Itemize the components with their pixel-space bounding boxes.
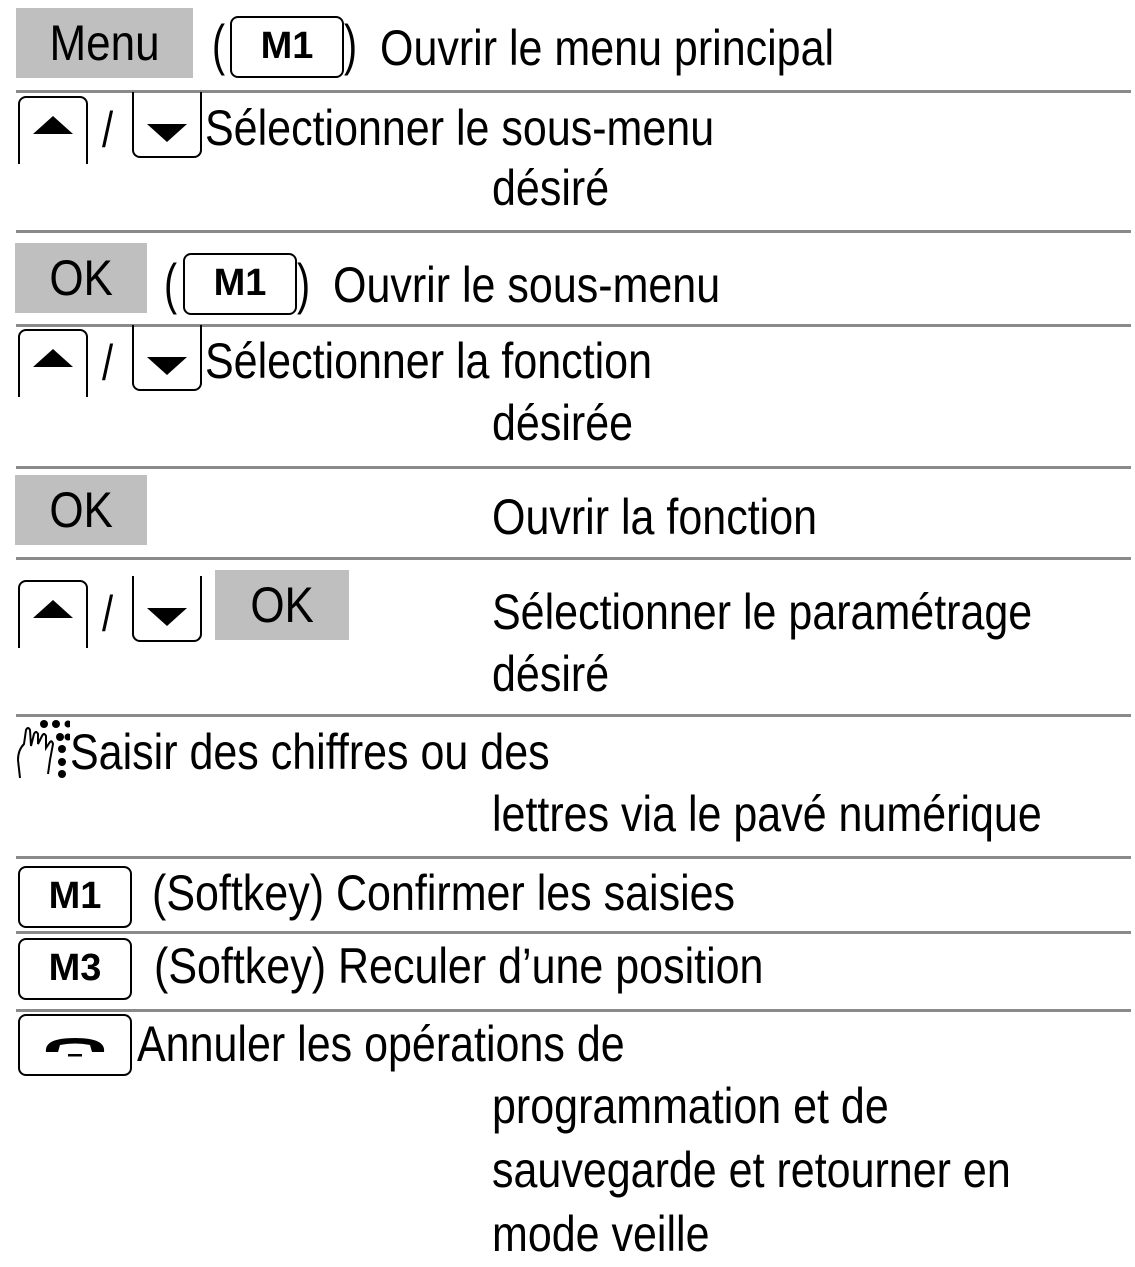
row-confirm-softkey	[0, 857, 1135, 932]
separator: /	[102, 335, 114, 391]
paren-close: )	[297, 252, 311, 315]
row-text: Ouvrir le menu principal	[380, 20, 835, 76]
paren-close: )	[344, 13, 358, 76]
m1-softkey[interactable]: M1	[18, 866, 132, 928]
m3-softkey[interactable]: M3	[18, 938, 132, 1000]
row-text: Ouvrir la fonction	[492, 489, 818, 545]
ok-key-label: OK	[49, 482, 113, 538]
row-select-submenu	[0, 92, 1135, 231]
up-arrow-key[interactable]	[18, 329, 88, 397]
up-arrow-icon	[33, 116, 73, 134]
paren-open: (	[212, 13, 226, 76]
ok-key[interactable]	[15, 475, 147, 545]
row-select-function	[0, 325, 1135, 467]
row-text-line4: mode veille	[492, 1206, 710, 1262]
up-arrow-icon	[33, 349, 73, 367]
row-open-submenu	[0, 231, 1135, 325]
m1-softkey[interactable]: M1	[230, 16, 344, 78]
paren-open: (	[164, 252, 178, 315]
down-arrow-key[interactable]	[132, 325, 202, 391]
menu-key-label: Menu	[49, 15, 160, 71]
row-text: (Softkey) Confirmer les saisies	[152, 865, 736, 921]
row-text-line2: lettres via le pavé numérique	[492, 786, 1042, 842]
keypad-hand-icon	[16, 720, 70, 784]
row-text-line2: programmation et de	[492, 1078, 889, 1134]
row-text-line1: Sélectionner le sous-menu	[205, 100, 715, 156]
row-keypad-input	[0, 716, 1135, 857]
row-select-setting	[0, 558, 1135, 716]
down-arrow-key[interactable]	[132, 92, 202, 158]
row-cancel	[0, 1010, 1135, 1267]
up-arrow-key[interactable]	[18, 580, 88, 648]
menu-key[interactable]	[16, 8, 193, 78]
row-text: (Softkey) Reculer d’une position	[154, 938, 764, 994]
down-arrow-icon	[147, 357, 187, 375]
row-text-line2: désiré	[492, 646, 610, 702]
row-open-function	[0, 467, 1135, 558]
row-open-main-menu	[0, 0, 1135, 92]
row-text: Ouvrir le sous-menu	[333, 257, 721, 313]
row-text-line2: désiré	[492, 160, 610, 216]
down-arrow-icon	[147, 124, 187, 142]
up-arrow-key[interactable]	[18, 96, 88, 164]
ok-key-label: OK	[49, 250, 113, 306]
down-arrow-icon	[147, 608, 187, 626]
up-arrow-icon	[33, 600, 73, 618]
ok-key[interactable]	[15, 243, 147, 313]
ok-key-label: OK	[250, 577, 314, 633]
m1-softkey[interactable]: M1	[183, 253, 297, 315]
ok-key[interactable]	[215, 570, 349, 640]
row-text-line1: Saisir des chiffres ou des	[70, 724, 550, 780]
row-text-line1: Sélectionner le paramétrage	[492, 584, 1033, 640]
end-call-key[interactable]	[18, 1014, 132, 1076]
down-arrow-key[interactable]	[132, 576, 202, 642]
separator: /	[102, 586, 114, 642]
row-text-line1: Annuler les opérations de	[137, 1016, 625, 1072]
row-back-softkey	[0, 932, 1135, 1010]
separator: /	[102, 102, 114, 158]
row-text-line1: Sélectionner la fonction	[205, 333, 653, 389]
row-text-line3: sauvegarde et retourner en	[492, 1142, 1011, 1198]
end-call-icon	[42, 1032, 108, 1060]
row-text-line2: désirée	[492, 395, 634, 451]
